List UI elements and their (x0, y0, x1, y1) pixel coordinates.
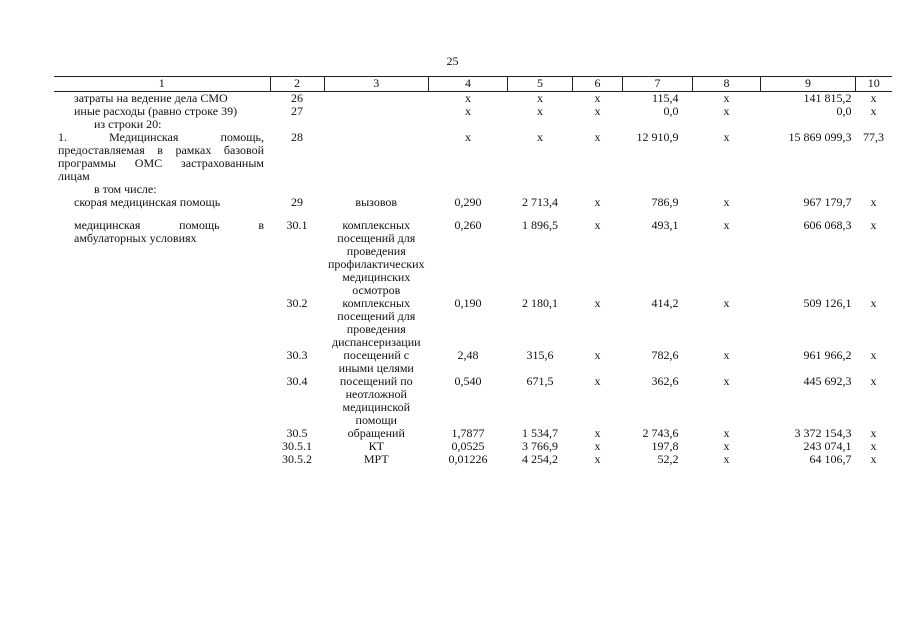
row-name: затраты на ведение дела СМО (74, 91, 228, 105)
row-cell-7: 197,8 (651, 439, 679, 453)
row-code: 30.4 (286, 374, 308, 388)
row-cell-5: 4 254,2 (522, 452, 559, 466)
row-cell-7: 115,4 (651, 91, 679, 105)
row-cell-7: 0,0 (663, 104, 679, 118)
row-cell-5: х (537, 104, 544, 118)
row-cell-10: х (870, 91, 877, 105)
table-header (54, 77, 892, 92)
row-code: 30.3 (286, 348, 308, 362)
row-unit: посещений с иными целями (338, 348, 414, 375)
row-cell-7: 2 743,6 (642, 426, 679, 440)
row-cell-6: х (594, 296, 601, 310)
row-cell-9: 445 692,3 (803, 374, 852, 388)
row-cell-10: 77,3 (863, 130, 885, 144)
row-cell-4: 2,48 (457, 348, 479, 362)
row-unit: МРТ (363, 452, 389, 466)
row-cell-8: х (723, 91, 730, 105)
row-cell-10: х (870, 439, 877, 453)
row-code: 30.5 (286, 426, 308, 440)
row-unit (324, 105, 429, 118)
column-header: 3 (324, 77, 429, 92)
row-cell-9: 509 126,1 (803, 296, 852, 310)
column-header: 8 (693, 77, 761, 92)
row-cell-9: 141 815,2 (803, 91, 852, 105)
row-code: 30.5.1 (282, 439, 312, 453)
row-cell-5: 315,6 (526, 348, 554, 362)
row-unit: комплексных посещений для проведения диспансеризации (331, 296, 421, 349)
table-row (54, 219, 892, 297)
row-unit: посещений по неотложной медицинской помощи (339, 374, 413, 427)
row-code: 30.1 (286, 218, 308, 232)
row-cell-5: 1 896,5 (522, 218, 559, 232)
row-cell-10: х (870, 374, 877, 388)
row-cell-4: 0,01226 (448, 452, 488, 466)
row-cell-9: 961 966,2 (803, 348, 852, 362)
table-row (54, 131, 892, 183)
column-header: 1 (54, 77, 270, 92)
table-row (54, 453, 892, 466)
row-cell-7: 786,9 (651, 195, 679, 209)
row-name (54, 453, 270, 466)
row-cell-7: 493,1 (651, 218, 679, 232)
row-name (54, 427, 270, 440)
row-cell-10: х (870, 195, 877, 209)
row-cell-5: 2 713,4 (522, 195, 559, 209)
row-code: 30.5.2 (282, 452, 312, 466)
row-cell-4: х (465, 130, 472, 144)
row-cell-7: 414,2 (651, 296, 679, 310)
row-cell-9: 3 372 154,3 (794, 426, 852, 440)
column-header: 6 (573, 77, 623, 92)
row-unit: обращений (347, 426, 405, 440)
table-row (54, 105, 892, 118)
page-number: 25 (446, 54, 459, 68)
row-cell-6: х (594, 426, 601, 440)
row-code: 27 (291, 104, 303, 118)
row-name (54, 297, 270, 349)
row-name (54, 440, 270, 453)
row-cell-8: х (723, 348, 730, 362)
row-cell-4: 0,260 (454, 218, 482, 232)
row-name: из строки 20: (94, 117, 162, 131)
row-unit: комплексных посещений для проведения профилактических медицинских осмотров (328, 218, 425, 297)
row-cell-4: 0,540 (454, 374, 482, 388)
row-cell-10: х (870, 426, 877, 440)
row-cell-4: х (465, 91, 472, 105)
row-code: 30.2 (286, 296, 308, 310)
row-cell-4: 0,190 (454, 296, 482, 310)
row-code: 29 (291, 195, 303, 209)
row-name: иные расходы (равно строке 39) (74, 104, 238, 118)
table-row (54, 92, 892, 106)
row-name: медицинская помощь в амбулаторных условиях (74, 218, 264, 245)
row-cell-6: х (594, 195, 601, 209)
row-cell-8: х (723, 439, 730, 453)
row-cell-6: х (594, 348, 601, 362)
row-cell-10: х (870, 104, 877, 118)
row-unit: КТ (368, 439, 384, 453)
row-cell-6: х (594, 91, 601, 105)
row-name: 1. Медицинская помощь, предоставляемая в рамках базовой программы ОМС застрахованным лицам (58, 130, 264, 183)
row-cell-6: х (594, 452, 601, 466)
row-name: в том числе: (94, 182, 157, 196)
row-cell-5: х (537, 130, 544, 144)
row-cell-10: х (870, 452, 877, 466)
row-cell-8: х (723, 426, 730, 440)
row-cell-8: х (723, 195, 730, 209)
column-header: 7 (623, 77, 693, 92)
row-cell-4: х (465, 104, 472, 118)
row-cell-7: 782,6 (651, 348, 679, 362)
row-code: 28 (291, 130, 303, 144)
row-cell-8: х (723, 130, 730, 144)
row-cell-9: 606 068,3 (803, 218, 852, 232)
row-code: 26 (291, 91, 303, 105)
table-row (54, 349, 892, 375)
column-header: 5 (508, 77, 573, 92)
row-cell-7: 362,6 (651, 374, 679, 388)
row-cell-9: 243 074,1 (803, 439, 852, 453)
row-cell-6: х (594, 130, 601, 144)
row-cell-8: х (723, 218, 730, 232)
table-row (54, 375, 892, 427)
table-row (54, 297, 892, 349)
row-cell-8: х (723, 104, 730, 118)
row-cell-4: 0,290 (454, 195, 482, 209)
column-header: 10 (856, 77, 892, 92)
row-cell-5: х (537, 91, 544, 105)
row-unit (324, 92, 429, 106)
table-body (54, 92, 892, 467)
row-name: скорая медицинская помощь (74, 195, 221, 209)
row-cell-10: х (870, 348, 877, 362)
row-cell-5: 2 180,1 (522, 296, 559, 310)
row-unit (324, 118, 429, 131)
row-cell-4: 1,7877 (451, 426, 485, 440)
row-cell-10: х (870, 218, 877, 232)
row-cell-4: 0,0525 (451, 439, 485, 453)
row-cell-8: х (723, 452, 730, 466)
row-cell-7: 52,2 (657, 452, 679, 466)
row-cell-6: х (594, 104, 601, 118)
row-cell-5: 671,5 (526, 374, 554, 388)
data-table (54, 76, 892, 466)
row-cell-9: 0,0 (836, 104, 852, 118)
row-cell-9: 64 106,7 (809, 452, 852, 466)
row-name (54, 375, 270, 427)
row-cell-6: х (594, 439, 601, 453)
row-cell-9: 15 869 099,3 (788, 130, 852, 144)
row-cell-8: х (723, 296, 730, 310)
row-cell-7: 12 910,9 (636, 130, 679, 144)
column-header: 9 (761, 77, 856, 92)
column-header: 2 (270, 77, 324, 92)
row-cell-5: 3 766,9 (522, 439, 559, 453)
row-cell-8: х (723, 374, 730, 388)
row-cell-5: 1 534,7 (522, 426, 559, 440)
column-header: 4 (429, 77, 508, 92)
row-cell-6: х (594, 218, 601, 232)
row-name (54, 349, 270, 375)
row-cell-9: 967 179,7 (803, 195, 852, 209)
row-cell-6: х (594, 374, 601, 388)
row-unit (324, 131, 429, 183)
table-row (54, 196, 892, 219)
row-unit: вызовов (355, 195, 398, 209)
row-cell-10: х (870, 296, 877, 310)
